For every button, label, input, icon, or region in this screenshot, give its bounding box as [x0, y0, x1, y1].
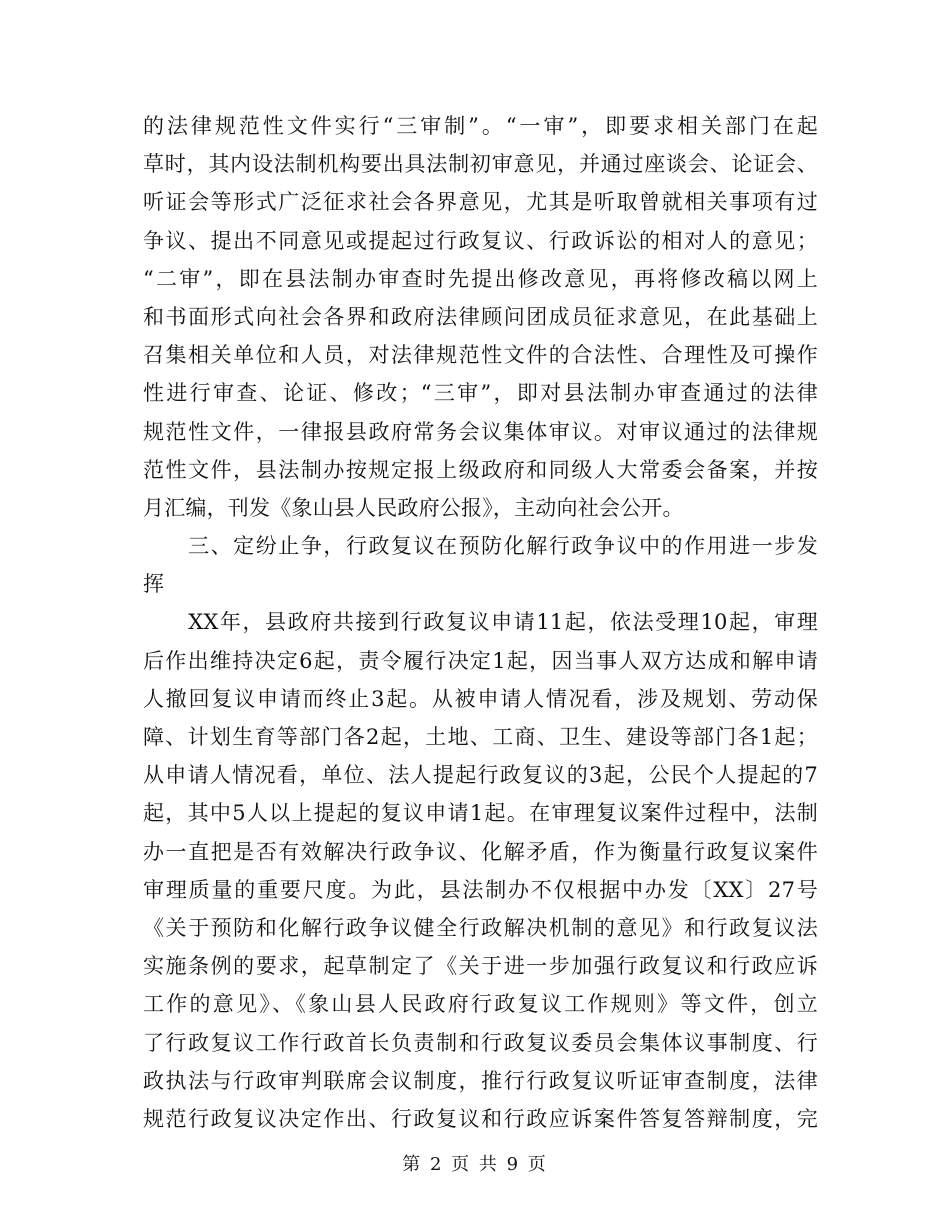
text-line: 月汇编，刊发《象山县人民政府公报》，主动向社会公开。 — [143, 495, 684, 520]
text-line: 规范性文件，一律报县政府常务会议集体审议。对审议通过的法律规 — [143, 419, 818, 444]
text-line: 工作的意见》、《象山县人民政府行政复议工作规则》等文件，创立 — [143, 992, 818, 1017]
text-line: 规范行政复议决定作出、行政复议和行政应诉案件答复答辩制度，完 — [143, 1106, 818, 1131]
text-line: 争议、提出不同意见或提起过行政复议、行政诉讼的相对人的意见； — [143, 228, 818, 253]
text-line: 挥 — [143, 572, 165, 597]
text-line: 范性文件，县法制办按规定报上级政府和同级人大常委会备案，并按 — [143, 457, 818, 482]
text-line: 从申请人情况看，单位、法人提起行政复议的3起，公民个人提起的7 — [143, 763, 818, 788]
text-line: 障、计划生育等部门各2起，土地、工商、卫生、建设等部门各1起； — [143, 725, 818, 749]
text-line: 审理质量的重要尺度。为此，县法制办不仅根据中办发〔XX〕27号 — [143, 877, 818, 902]
text-line: XX年，县政府共接到行政复议申请11起，依法受理10起，审理 — [143, 610, 818, 635]
text-line: 的法律规范性文件实行“三审制”。“一审”，即要求相关部门在起 — [143, 114, 818, 138]
text-line: 和书面形式向社会各界和政府法律顾问团成员征求意见，在此基础上 — [143, 304, 818, 329]
text-line: 召集相关单位和人员，对法律规范性文件的合法性、合理性及可操作 — [143, 343, 818, 368]
text-line: 办一直把是否有效解决行政争议、化解矛盾，作为衡量行政复议案件 — [143, 839, 818, 864]
text-line: 政执法与行政审判联席会议制度，推行行政复议听证审查制度，法律 — [143, 1068, 818, 1093]
text-line: 实施条例的要求，起草制定了《关于进一步加强行政复议和行政应诉 — [143, 954, 818, 979]
text-line: 三、定纷止争，行政复议在预防化解行政争议中的作用进一步发 — [143, 534, 818, 559]
page-footer: 第 2 页 共 9 页 — [402, 1154, 548, 1175]
text-line: 人撤回复议申请而终止3起。从被申请人情况看，涉及规划、劳动保 — [143, 686, 818, 711]
text-line: 起，其中5人以上提起的复议申请1起。在审理复议案件过程中，法制 — [143, 801, 818, 826]
document-body — [143, 107, 818, 1138]
text-line: 《关于预防和化解行政争议健全行政解决机制的意见》和行政复议法 — [143, 915, 818, 940]
text-line: “二审”，即在县法制办审查时先提出修改意见，再将修改稿以网上 — [143, 266, 818, 291]
text-line: 听证会等形式广泛征求社会各界意见，尤其是听取曾就相关事项有过 — [143, 190, 818, 215]
text-line: 性进行审查、论证、修改；“三审”，即对县法制办审查通过的法律 — [143, 381, 818, 406]
text-line: 后作出维持决定6起，责令履行决定1起，因当事人双方达成和解申请 — [143, 648, 818, 673]
text-line: 了行政复议工作行政首长负责制和行政复议委员会集体议事制度、行 — [143, 1030, 818, 1055]
text-line: 草时，其内设法制机构要出具法制初审意见，并通过座谈会、论证会、 — [143, 152, 818, 177]
